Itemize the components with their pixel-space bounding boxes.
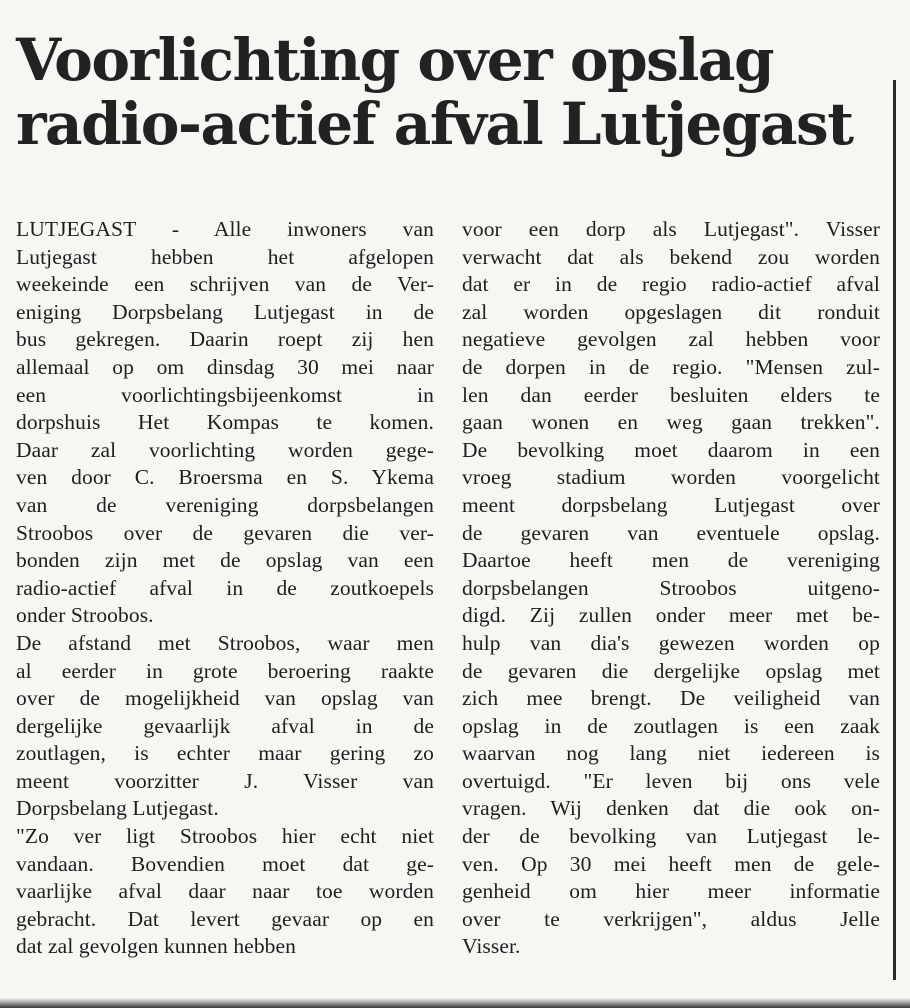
text-line: dergelijke gevaarlijk afval in de — [16, 713, 434, 738]
text-line: bonden zijn met de opslag van een — [16, 548, 434, 573]
text-line: De bevolking moet daarom in een — [462, 437, 880, 462]
text-line: dorpshuis Het Kompas te komen. — [16, 410, 434, 435]
text-line: van de vereniging dorpsbelangen — [16, 492, 434, 517]
text-line: LUTJEGAST - Alle inwoners van — [16, 217, 434, 241]
text-line: Dorpsbelang Lutjegast. — [16, 796, 219, 821]
text-line: vaarlijke afval daar naar toe worden — [16, 879, 434, 904]
text-line: ven door C. Broersma en S. Ykema — [16, 465, 434, 490]
text-line: vragen. Wij denken dat die ook on- — [462, 796, 880, 821]
text-line: de gevaren die dergelijke opslag met — [462, 658, 880, 683]
text-line: voor een dorp als Lutjegast". Visser — [462, 217, 880, 241]
text-line: dat zal gevolgen kunnen hebben — [16, 934, 297, 959]
text-line: Lutjegast hebben het afgelopen — [16, 244, 434, 269]
article-column-right — [462, 216, 880, 961]
article-column-left — [16, 216, 434, 961]
text-line: gebracht. Dat levert gevaar op en — [16, 906, 434, 931]
text-line: Daar zal voorlichting worden gege- — [16, 437, 434, 462]
text-line: onder Stroobos. — [16, 603, 154, 628]
page-edge-right — [893, 80, 896, 980]
page-edge-bottom — [0, 998, 910, 1008]
text-line: len dan eerder besluiten elders te — [462, 382, 880, 407]
text-line: allemaal op om dinsdag 30 mei naar — [16, 354, 434, 379]
headline-line-2: radio-actief afval Lutjegast — [16, 90, 853, 158]
text-line: overtuigd. "Er leven bij ons vele — [462, 768, 880, 793]
text-line: over de mogelijkheid van opslag van — [16, 686, 434, 711]
text-line: gaan wonen en weg gaan trekken". — [462, 410, 880, 435]
text-line: vandaan. Bovendien moet dat ge- — [16, 851, 434, 876]
text-line: "Zo ver ligt Stroobos hier echt niet — [16, 824, 434, 849]
text-line: opslag in de zoutlagen is een zaak — [462, 713, 880, 738]
text-line: dorpsbelangen Stroobos uitgeno- — [462, 575, 880, 600]
text-line: over te verkrijgen", aldus Jelle — [462, 906, 880, 931]
text-line: al eerder in grote beroering raakte — [16, 658, 434, 683]
text-line: vroeg stadium worden voorgelicht — [462, 465, 880, 490]
text-line: radio-actief afval in de zoutkoepels — [16, 575, 434, 600]
text-line: waarvan nog lang niet iedereen is — [462, 741, 880, 766]
text-line: dat er in de regio radio-actief afval — [462, 272, 880, 297]
text-line: weekeinde een schrijven van de Ver- — [16, 272, 434, 297]
text-line: der de bevolking van Lutjegast le- — [462, 824, 880, 849]
text-line: zoutlagen, is echter maar gering zo — [16, 741, 434, 766]
text-line: verwacht dat als bekend zou worden — [462, 244, 880, 269]
text-line: een voorlichtingsbijeenkomst in — [16, 382, 434, 407]
text-line: meent voorzitter J. Visser van — [16, 768, 434, 793]
text-line: Daartoe heeft men de vereniging — [462, 548, 880, 573]
text-line: zal worden opgeslagen dit ronduit — [462, 299, 880, 324]
headline — [16, 28, 876, 156]
text-line: Visser. — [462, 934, 521, 959]
text-line: hulp van dia's gewezen worden op — [462, 630, 880, 655]
text-line: genheid om hier meer informatie — [462, 879, 880, 904]
text-line: zich mee brengt. De veiligheid van — [462, 686, 880, 711]
text-line: bus gekregen. Daarin roept zij hen — [16, 327, 434, 352]
headline-line-1: Voorlichting over opslag — [16, 26, 773, 94]
text-line: ven. Op 30 mei heeft men de gele- — [462, 851, 880, 876]
text-line: de dorpen in de regio. "Mensen zul- — [462, 354, 880, 379]
text-line: negatieve gevolgen zal hebben voor — [462, 327, 880, 352]
text-line: digd. Zij zullen onder meer met be- — [462, 603, 880, 628]
text-line: meent dorpsbelang Lutjegast over — [462, 492, 880, 517]
text-line: De afstand met Stroobos, waar men — [16, 630, 434, 655]
text-line: eniging Dorpsbelang Lutjegast in de — [16, 299, 434, 324]
text-line: de gevaren van eventuele opslag. — [462, 520, 880, 545]
text-line: Stroobos over de gevaren die ver- — [16, 520, 434, 545]
